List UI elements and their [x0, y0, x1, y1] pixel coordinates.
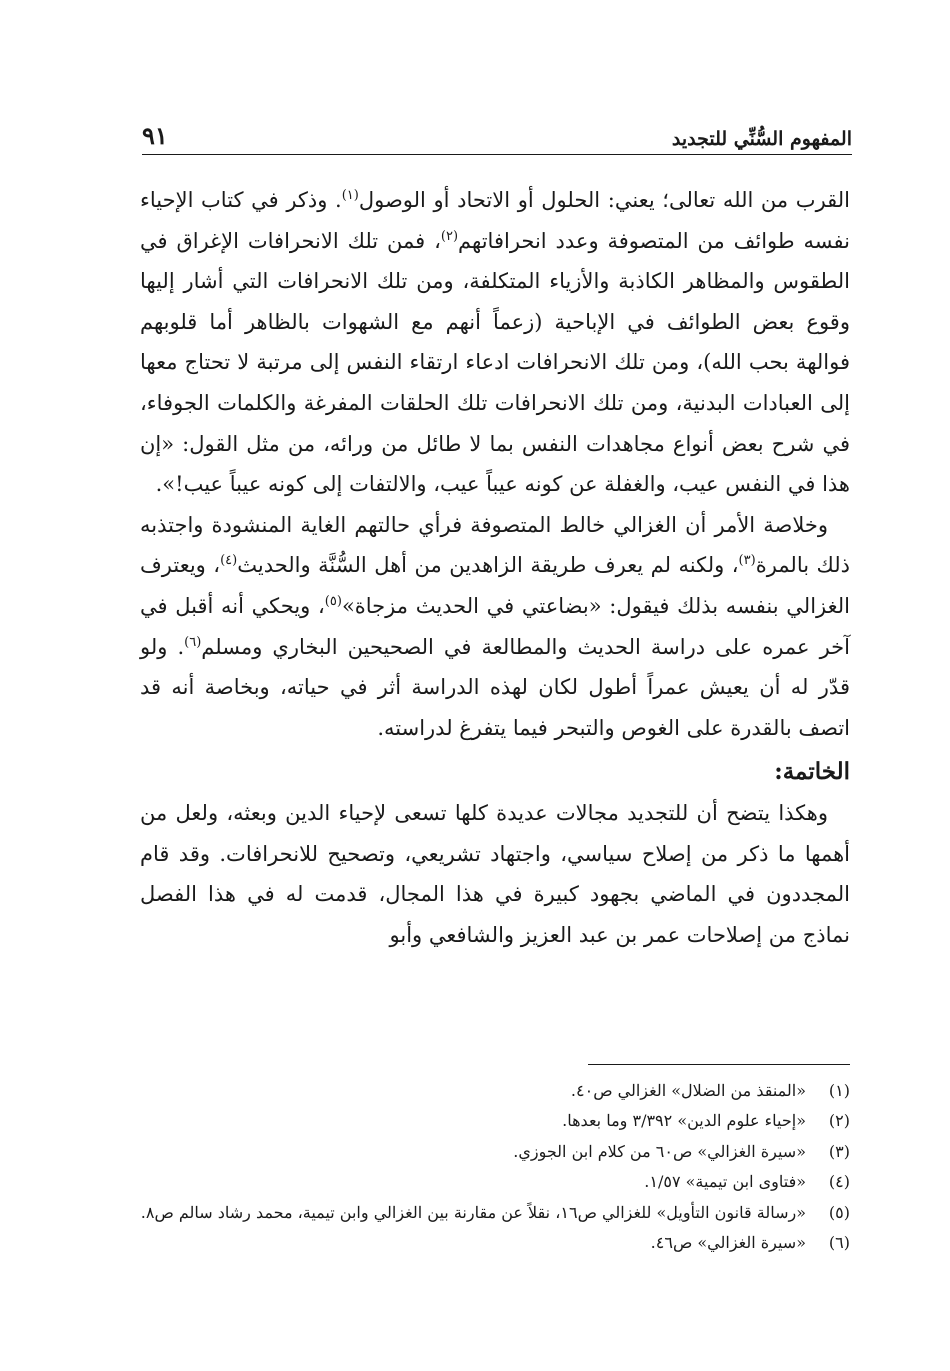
- footnote-number: (٥): [828, 1202, 850, 1222]
- footnote-number: (٢): [828, 1111, 850, 1131]
- running-header: [142, 112, 852, 155]
- footnote-4: [140, 1167, 850, 1197]
- footnotes: [140, 1076, 850, 1258]
- footnote-text: «رسالة قانون التأويل» للغزالي ص١٦، نقلاً عن مقارنة بين الغزالي وابن تيمية، محمد رشاد سالم ص٨.: [140, 1202, 806, 1222]
- footnote-ref-4: (٤): [220, 553, 238, 569]
- paragraph-2: [140, 505, 850, 749]
- paragraph-2-text-2: ، ولكنه لم يعرف طريقة الزاهدين من أهل السُّنَّة والحديث: [237, 553, 739, 578]
- footnote-text: «المنقذ من الضلال» الغزالي ص٤٠.: [570, 1081, 806, 1100]
- paragraph-1: [140, 180, 850, 505]
- paragraph-2-text-4: ، ويحكي أنه أقبل في آخر عمره على دراسة الحديث والمطالعة في الصحيحين البخاري ومسلم: [140, 593, 850, 659]
- footnote-number: (٦): [828, 1233, 850, 1253]
- footnote-text: «سيرة الغزالي» ص٤٦.: [650, 1233, 806, 1253]
- paragraph-1-text-2: . وذكر في كتاب الإحياء نفسه طوائف من المتصوفة وعدد انحرافاتهم: [140, 188, 850, 253]
- page-number: ٩١: [142, 121, 168, 150]
- footnote-text: «سيرة الغزالي» ص٦٠ من كلام ابن الجوزي.: [513, 1141, 806, 1161]
- footnote-2: [140, 1106, 850, 1136]
- footnote-ref-2: (٢): [440, 228, 459, 244]
- footnote-text: «إحياء علوم الدين» ٣/٣٩٢ وما بعدها.: [562, 1111, 806, 1131]
- footnote-divider: [588, 1064, 850, 1065]
- paragraph-3: وهكذا يتضح أن للتجديد مجالات عديدة كلها تسعى لإحياء الدين وبعثه، ولعل من أهمها ما ذكر من إصلاح سياسي، واجتهاد تشريعي، وتصحيح للانحرافات. وقد قام المجددون في الماضي بجهود كبيرة في هذا المجال، قدمت له في هذا الفصل نماذج من إصلاحات عمر بن عبد العزيز والشافعي وأبو: [140, 800, 850, 947]
- footnote-ref-1: (١): [341, 188, 359, 203]
- section-heading: الخاتمة:: [774, 758, 850, 786]
- header-title: المفهوم السُّنِّي للتجديد: [671, 128, 852, 150]
- footnote-ref-6: (٦): [184, 634, 202, 650]
- body-text: [140, 180, 850, 955]
- paragraph-1-text-1: القرب من الله تعالى؛ يعني: الحلول أو الاتحاد أو الوصول: [358, 188, 851, 212]
- footnote-ref-5: (٥): [324, 593, 342, 609]
- footnote-6: [140, 1228, 850, 1258]
- footnote-5: [140, 1198, 850, 1228]
- footnote-number: (٤): [828, 1172, 850, 1192]
- footnote-number: (١): [828, 1081, 850, 1100]
- paragraph-1-text-3: ، فمن تلك الانحرافات الإغراق في الطقوس والمظاهر الكاذبة والأزياء المتكلفة، ومن تلك الانحرافات التي أشار إليها وقوع بعض الطوائف في الإباحية (زعماً أنهم مع الشهوات بالظاهر أما قلوبهم فوالهة بحب الله)، ومن تلك الانحرافات ادعاء ارتقاء النفس إلى مرتبة لا تحتاج معها إلى العبادات البدنية، ومن تلك الانحرافات تلك الحلقات المفرغة والكلمات الجوفاء، في شرح بعض أنواع مجاهدات النفس بما لا طائل من ورائه، من مثل القول: «إن هذا في النفس عيب، والغفلة عن كونه عيباً عيب، والالتفات إلى كونه عيباً عيب!».: [140, 228, 850, 497]
- footnote-ref-3: (٣): [738, 553, 756, 569]
- footnote-number: (٣): [828, 1141, 850, 1161]
- footnote-1: [140, 1076, 850, 1106]
- footnote-text: «فتاوى ابن تيمية» ١/٥٧.: [644, 1172, 806, 1192]
- paragraph-2-text-5: . ولو قدّر له أن يعيش عمراً أطول لكان لهذه الدراسة أثر في حياته، وبخاصة أنه قد اتصف بالقدرة على الغوص والتبحر فيما يتفرغ لدراسته.: [140, 634, 850, 740]
- paragraph-2-text-1: وخلاصة الأمر أن الغزالي خالط المتصوفة فرأي حالتهم الغاية المنشودة واجتذبه ذلك بالمرة: [140, 512, 851, 578]
- footnote-3: [140, 1137, 850, 1167]
- paragraph-2-text-3: ، ويعترف الغزالي بنفسه بذلك فيقول: «بضاعتي في الحديث مزجاة»: [140, 553, 850, 618]
